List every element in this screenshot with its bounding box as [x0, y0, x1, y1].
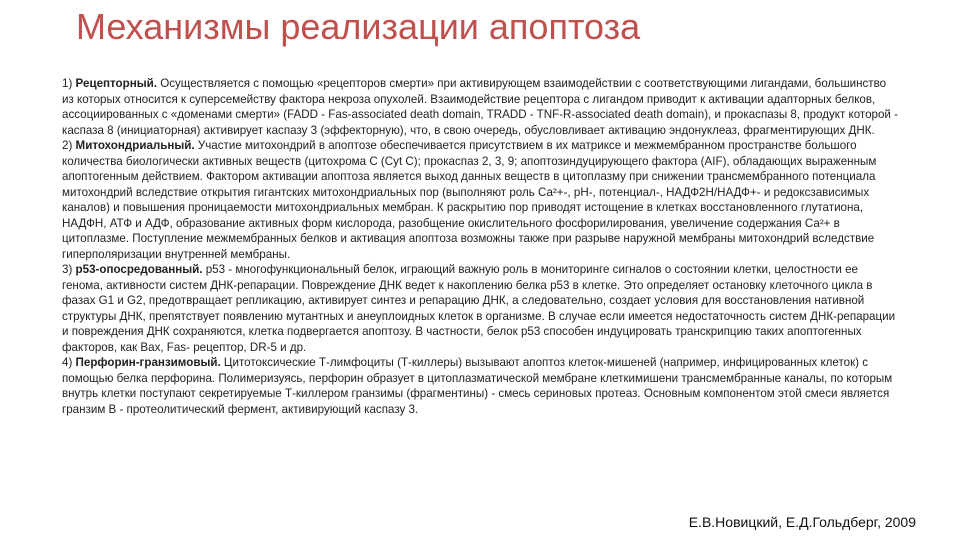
section-number: 4)	[62, 356, 73, 369]
section-receptor	[62, 76, 898, 138]
slide-body	[62, 76, 898, 417]
section-heading: р53-опосредованный.	[75, 263, 203, 276]
author-citation: Е.В.Новицкий, Е.Д.Гольдберг, 2009	[688, 514, 916, 530]
section-text: р53 - многофункциональный белок, играющий важную роль в мониторинге сигналов о состоянии клетки, целостности ее генома, активности систем ДНК-репарации. Повреждение ДНК ведет к накоплению белка р53 в клетке. Это определяет остановку клеточного цикла в фазах G1 и G2, предотвращает репликацию, активирует синтез и репарацию ДНК, а следовательно, создает условия для восстановления нативной структуры ДНК, препятствует появлению мутантных и анеуплоидных клеток в организме. В случае если имеется недостаточность систем ДНК-репарации и повреждения ДНК сохраняются, клетка подвергается апоптозу. В частности, белок р53 способен индуцировать транскрипцию таких апоптогенных факторов, как Вах, Fas- рецептор, DR-5 и др.	[62, 263, 896, 354]
slide-title: Механизмы реализации апоптоза	[76, 6, 641, 47]
section-heading: Рецепторный.	[75, 77, 157, 90]
section-mitochondrial	[62, 138, 898, 262]
section-text: Участие митохондрий в апоптозе обеспечивается присутствием в их матриксе и межмембранном пространстве большого количества биологически активных веществ (цитохрома С (Cyt C); прокаспаз 2, 3, 9; апоптозиндуцирующего фактора (AIF), обладающих выраженным апоптогенным действием. Фактором активации апоптоза является выход данных веществ в цитоплазму при снижении трансмембранного потенциала митохондрий вследствие открытия гигантских митохондриальных пор (выполняют роль Са²+-, рН-, потенциал-, НАДФ2Н/НАДФ+- и редоксзависимых каналов) и повышения проницаемости митохондриальных мембран. К раскрытию пор приводят истощение в клетках восстановленного глутатиона, НАДФН, АТФ и АДФ, образование активных форм кислорода, разобщение окислительного фосфорилирования, увеличение содержания Са²+ в цитоплазме. Поступление межмембранных белков и активация апоптоза возможны также при разрыве наружной мембраны митохондрий вследствие гиперполяризации внутренней мембраны.	[62, 139, 877, 261]
section-heading: Митохондриальный.	[75, 139, 195, 152]
section-perforin-granzyme	[62, 355, 898, 417]
section-number: 1)	[62, 77, 73, 90]
section-text: Цитотоксические Т-лимфоциты (Т-киллеры) вызывают апоптоз клеток-мишеней (например, инфицированных клеток) с помощью белка перфорина. Полимеризуясь, перфорин образует в цитоплазматической мембране клеткимишени трансмембранные каналы, по которым внутрь клетки поступают секретируемые Т-киллером гранзимы (фрагментины) - смесь сериновых протеаз. Основным компонентом этой смеси является гранзим В - протеолитический фермент, активирующий каспазу 3.	[62, 356, 893, 416]
section-p53	[62, 262, 898, 355]
section-number: 2)	[62, 139, 73, 152]
section-number: 3)	[62, 263, 73, 276]
section-heading: Перфорин-гранзимовый.	[75, 356, 221, 369]
section-text: Осуществляется с помощью «рецепторов смерти» при активирующем взаимодействии с соответствующими лигандами, большинство из которых относится к суперсемейству фактора некроза опухолей. Взаимодействие рецептора с лигандом приводит к активации адапторных белков, ассоциированных с «доменами смерти» (FADD - Fas-associated death domain, TRADD - TNF-R-associated death domain), и прокаспазы 8, продукт которой - каспаза 8 (инициаторная) активирует каспазу 3 (эффекторную), что, в свою очередь, обусловливает активацию эндонуклеаз, фрагментирующих ДНК.	[62, 77, 898, 137]
